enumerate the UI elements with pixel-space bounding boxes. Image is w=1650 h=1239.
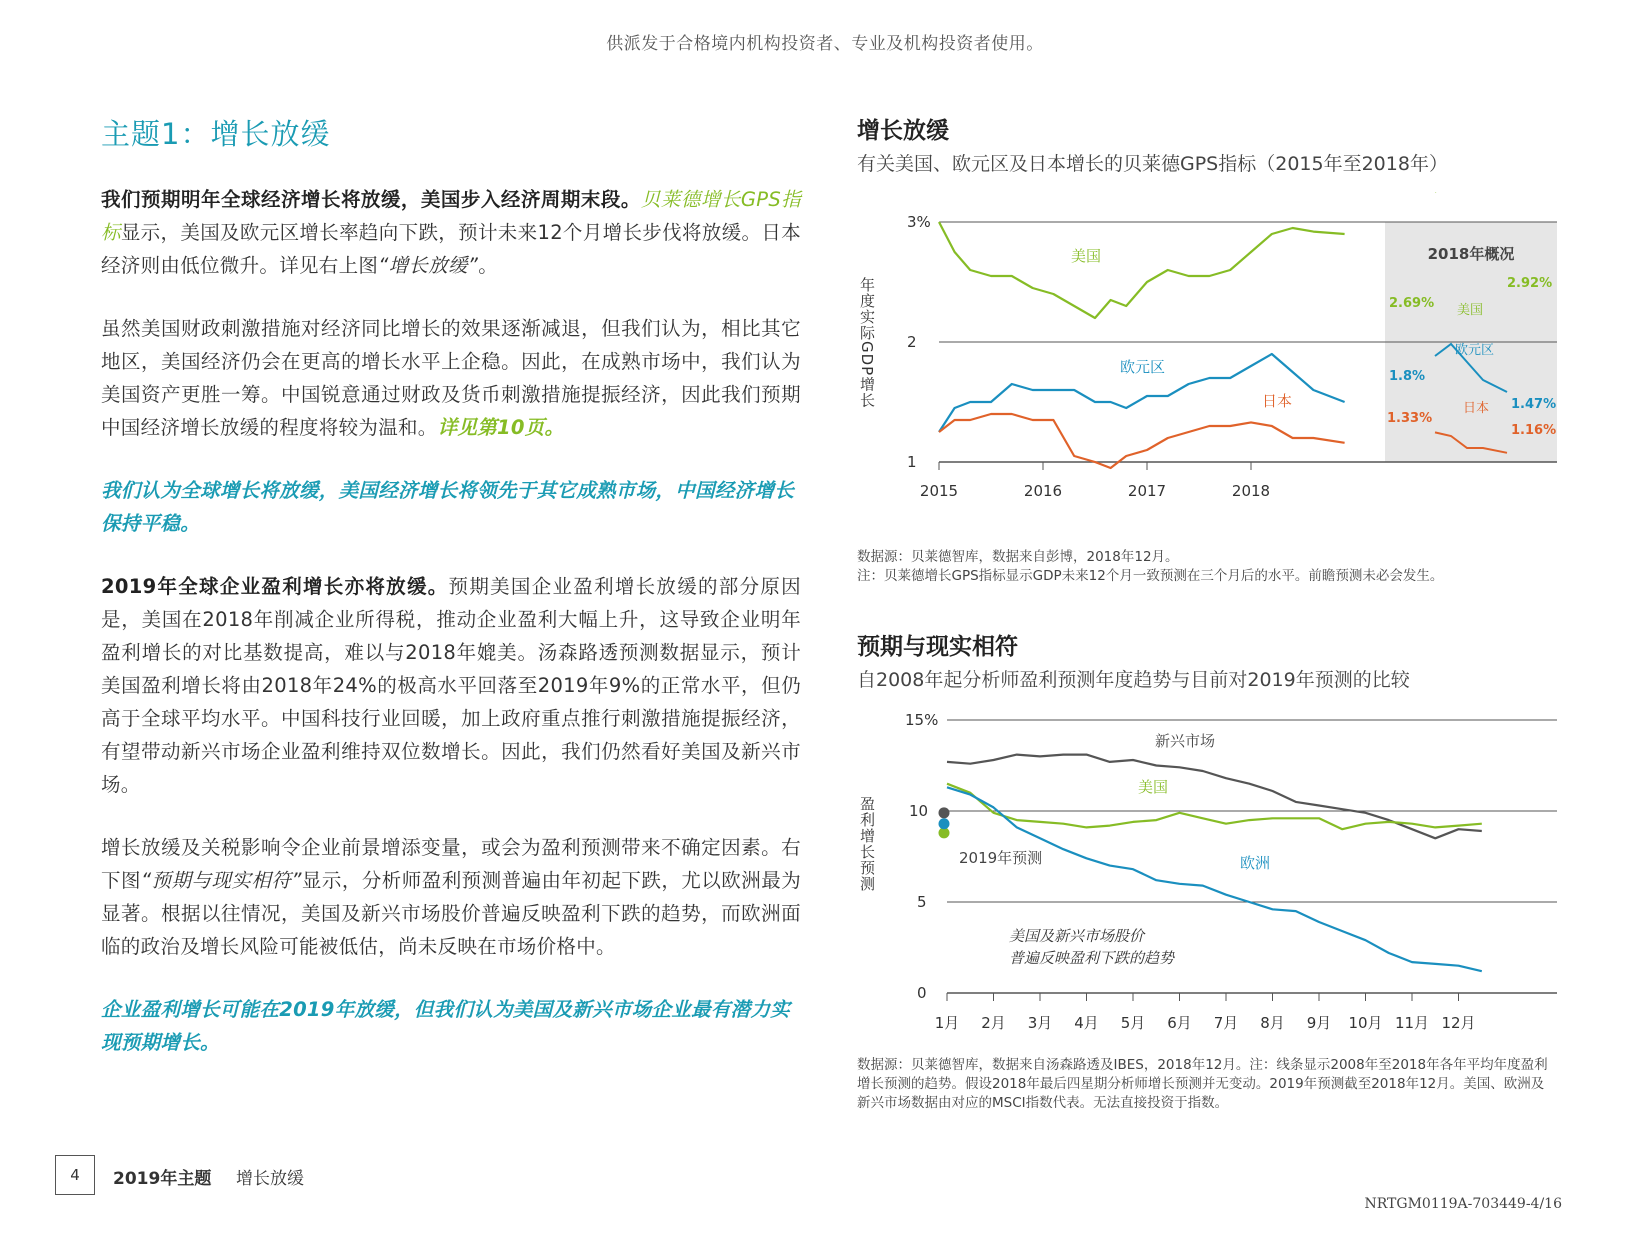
series-line-2 xyxy=(939,414,1345,468)
inset-japan-name: 日本 xyxy=(1463,401,1490,416)
x-tick-label: 2015 xyxy=(919,482,959,500)
y-tick-label: 1 xyxy=(907,453,917,471)
paragraph-body: 显示，美国及欧元区增长率趋向下跌，预计未来12个月增长步伐将放缓。日本经济则由低位微升。详见右上图 xyxy=(101,221,801,277)
inset-us-name: 美国 xyxy=(1457,303,1484,318)
main-text-column xyxy=(101,112,801,1089)
paragraph-growth-outlook xyxy=(101,183,801,282)
chart-reference: “增长放缓” xyxy=(378,254,479,277)
chart-note: 注：贝莱德增长GPS指标显示GDP未来12个月一致预测在三个月后的水平。前瞻预测未必会发生。 xyxy=(857,568,1444,584)
series-label-euro: 欧元区 xyxy=(1120,358,1166,376)
earnings-chart-svg xyxy=(857,698,1557,1048)
paragraph-end: 。 xyxy=(478,254,499,277)
x-tick-label: 1月 xyxy=(934,1014,960,1032)
paragraph-us-china xyxy=(101,312,801,444)
gps-chart-svg xyxy=(857,192,1557,552)
chart-reference: “预期与现实相符” xyxy=(140,869,302,892)
forecast-dot xyxy=(939,818,950,829)
series-line-1 xyxy=(947,784,1482,830)
x-ticks xyxy=(935,993,1476,1032)
y-tick-label: 5 xyxy=(917,893,927,911)
series-label-us: 美国 xyxy=(1137,778,1169,796)
paragraph-lead: 我们预期明年全球经济增长将放缓，美国步入经济周期末段。 xyxy=(101,188,641,211)
y-axis-label: 年度实际GDP增长 xyxy=(858,277,876,409)
inset-japan-start: 1.33% xyxy=(1387,411,1433,426)
x-tick-label: 9月 xyxy=(1306,1014,1332,1032)
paragraph-body: 增长放缓及关税影响令企业前景增添变量，或会为盈利预测带来不确定因素。右下图 xyxy=(101,836,801,892)
x-tick-label: 2016 xyxy=(1023,482,1063,500)
inset-euro-end: 1.47% xyxy=(1511,397,1557,412)
series-label-japan: 日本 xyxy=(1262,392,1293,410)
y-tick-label: 15% xyxy=(905,711,939,729)
forecast-dot xyxy=(939,807,950,818)
series-label-us: 美国 xyxy=(1071,247,1102,265)
chart-expectations xyxy=(857,628,1557,1111)
series-line-0 xyxy=(947,755,1482,839)
chart-source: 数据源：贝莱德智库，数据来自彭博，2018年12月。 xyxy=(857,549,1179,565)
document-code: NRTGM0119A-703449-4/16 xyxy=(1364,1196,1562,1212)
page-10-link[interactable]: 详见第10页。 xyxy=(437,416,565,439)
forecast-label: 2019年预测 xyxy=(959,849,1043,867)
x-tick-label: 5月 xyxy=(1120,1014,1146,1032)
y-tick-label: 2 xyxy=(907,333,917,351)
page-number: 4 xyxy=(55,1155,95,1195)
series-lines xyxy=(939,222,1345,468)
series-label-europe: 欧洲 xyxy=(1239,854,1271,872)
y-tick-label: 0 xyxy=(917,984,927,1002)
x-tick-label: 11月 xyxy=(1394,1014,1430,1032)
chart-subtitle: 有关美国、欧元区及日本增长的贝莱德GPS指标（2015年至2018年） xyxy=(857,153,1448,175)
x-tick-label: 7月 xyxy=(1213,1014,1239,1032)
x-ticks xyxy=(920,462,1270,500)
chart-title: 预期与现实相符 xyxy=(857,634,1018,660)
footer-theme: 2019年主题 xyxy=(113,1169,212,1189)
callout-earnings: 企业盈利增长可能在2019年放缓，但我们认为美国及新兴市场企业最有潜力实现预期增长。 xyxy=(101,998,791,1054)
chart-title: 增长放缓 xyxy=(857,118,949,144)
chart-subtitle: 自2008年起分析师盈利预测年度趋势与目前对2019年预测的比较 xyxy=(857,669,1410,691)
inset-japan-end: 1.16% xyxy=(1511,423,1557,438)
chart-source-note: 数据源：贝莱德智库，数据来自汤森路透及IBES，2018年12月。注：线条显示2008年至2018年各年平均年度盈利增长预测的趋势。假设2018年最后四星期分析师增长预测并无变动。2019年预测截至2018年12月。美国、欧洲及新兴市场数据由对应的MSCI指数代表。无法直接投资于指数。 xyxy=(857,1057,1548,1111)
paragraph-body: 显示，分析师盈利预测普遍由年初起下跌，尤以欧洲最为显著。根据以往情况，美国及新兴市场股价普遍反映盈利下跌的趋势，而欧洲面临的政治及增长风险可能被低估，尚未反映在市场价格中。 xyxy=(101,869,801,958)
y-axis-label: 盈利增长预测 xyxy=(858,796,876,892)
paragraph-lead: 2019年全球企业盈利增长亦将放缓。 xyxy=(101,575,449,598)
x-tick-label: 4月 xyxy=(1074,1014,1099,1032)
paragraph-uncertainty xyxy=(101,831,801,963)
annotation-line-2: 普遍反映盈利下跌的趋势 xyxy=(1009,949,1175,967)
y-tick-label: 10 xyxy=(909,802,929,820)
callout-growth: 我们认为全球增长将放缓，美国经济增长将领先于其它成熟市场，中国经济增长保持平稳。 xyxy=(101,479,795,535)
x-tick-label: 3月 xyxy=(1027,1014,1053,1032)
series-line-0 xyxy=(939,222,1345,318)
x-tick-label: 2月 xyxy=(981,1014,1006,1032)
chart-growth-slowing xyxy=(857,112,1557,584)
inset-euro-name: 欧元区 xyxy=(1455,343,1495,358)
x-tick-label: 10月 xyxy=(1348,1014,1383,1032)
distribution-notice: 供派发于合格境内机构投资者、专业及机构投资者使用。 xyxy=(606,34,1044,54)
x-tick-label: 8月 xyxy=(1260,1014,1285,1032)
x-tick-label: 2018 xyxy=(1231,482,1271,500)
series-label-em: 新兴市场 xyxy=(1154,732,1216,750)
x-tick-label: 12月 xyxy=(1441,1014,1476,1032)
y-tick-label: 3% xyxy=(907,213,931,231)
annotation-line-1: 美国及新兴市场股价 xyxy=(1009,927,1145,945)
paragraph-body: 虽然美国财政刺激措施对经济同比增长的效果逐渐减退，但我们认为，相比其它地区，美国经济仍会在更高的增长水平上企稳。因此，在成熟市场中，我们认为美国资产更胜一筹。中国锐意通过财政及货币刺激措施提振经济，因此我们预期中国经济增长放缓的程度将较为温和。 xyxy=(101,317,801,439)
forecast-dots xyxy=(939,807,950,838)
inset-euro-start: 1.8% xyxy=(1389,369,1426,384)
inset-title: 2018年概况 xyxy=(1427,245,1515,263)
footer-section: 增长放缓 xyxy=(236,1169,304,1189)
inset-us-start: 2.69% xyxy=(1389,296,1435,311)
x-tick-label: 6月 xyxy=(1167,1014,1192,1032)
x-tick-label: 2017 xyxy=(1127,482,1167,500)
paragraph-body: 预期美国企业盈利增长放缓的部分原因是，美国在2018年削减企业所得税，推动企业盈利大幅上升，这导致企业明年盈利增长的对比基数提高，难以与2018年媲美。汤森路透预测数据显示，预计美国盈利增长将由2018年24%的极高水平回落至2019年9%的正常水平，但仍高于全球平均水平。中国科技行业回暖，加上政府重点推行刺激措施提振经济，有望带动新兴市场企业盈利维持双位数增长。因此，我们仍然看好美国及新兴市场。 xyxy=(101,575,801,796)
gps-indicator-link[interactable]: 贝莱德增长GPS指标 xyxy=(101,188,801,244)
theme-title: 主题1：增长放缓 xyxy=(101,117,331,151)
paragraph-earnings xyxy=(101,570,801,801)
inset-us-end: 2.92% xyxy=(1507,276,1553,291)
